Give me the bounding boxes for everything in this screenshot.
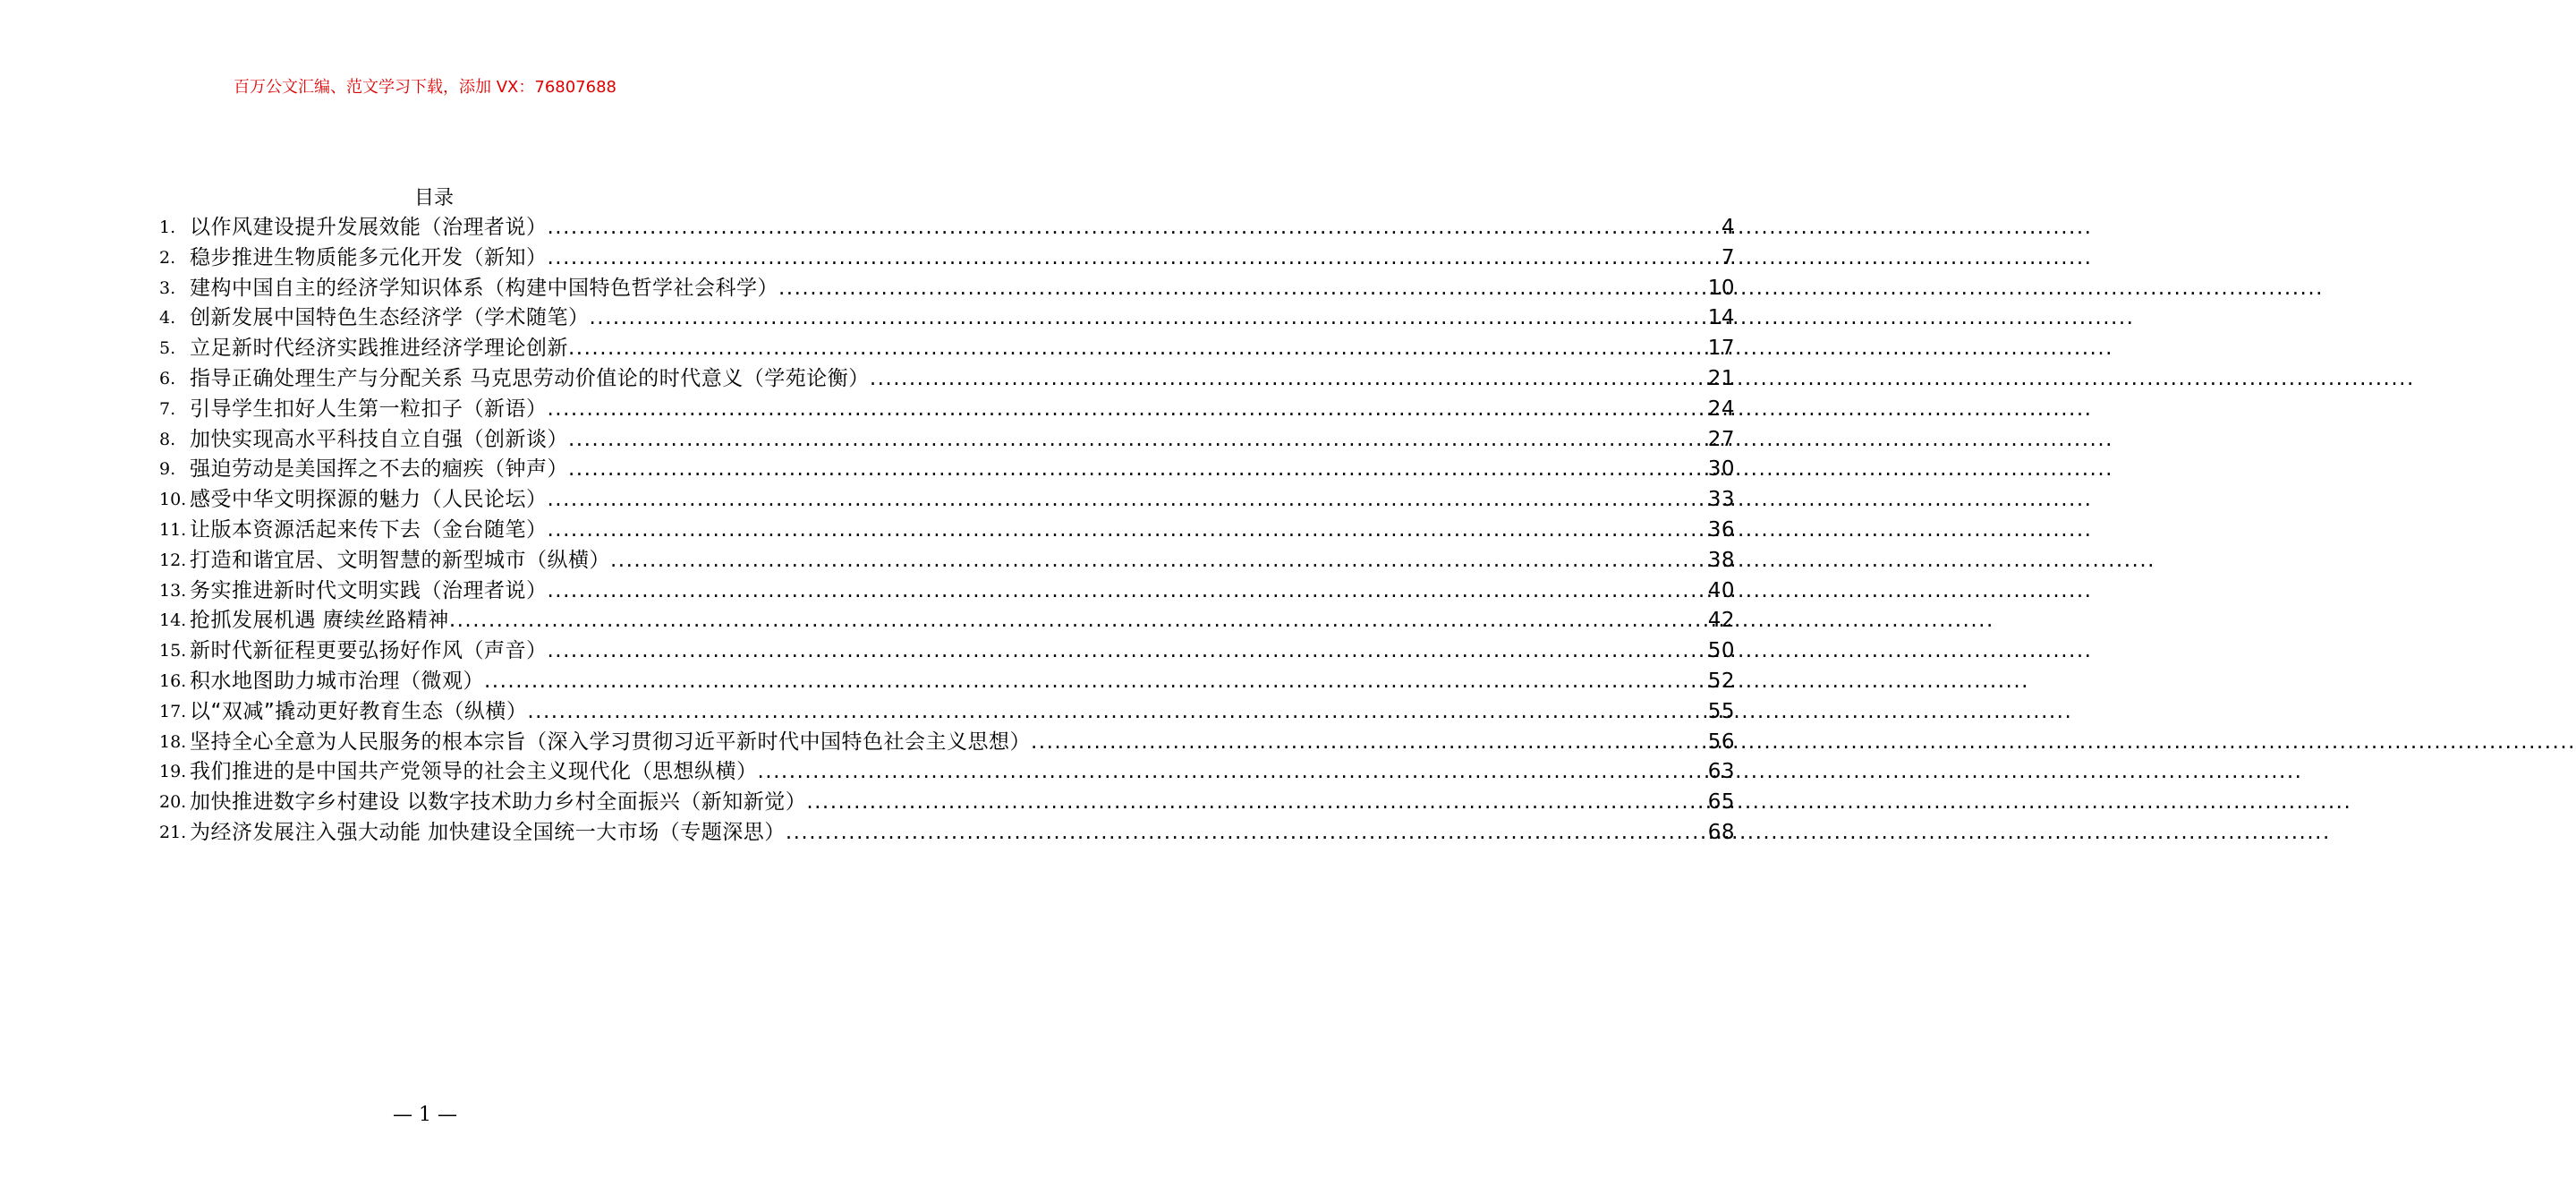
toc-entry[interactable]: [159, 788, 1735, 818]
toc-entry[interactable]: [159, 728, 1735, 758]
toc-entry-body: [190, 485, 1735, 516]
toc-dot-leader: [548, 243, 1720, 274]
toc-entry-title: 立足新时代经济实践推进经济学理论创新: [190, 337, 568, 361]
toc-entry-body: [190, 243, 1735, 274]
toc-entry[interactable]: [159, 364, 1735, 395]
toc-dot-leader: [548, 395, 1706, 425]
toc-entry-title: 稳步推进生物质能多元化开发（新知）: [190, 245, 548, 269]
toc-entry-title: 引导学生扣好人生第一粒扣子（新语）: [190, 397, 548, 421]
toc-entry-page: 42: [1707, 609, 1735, 633]
toc-entry[interactable]: [159, 546, 1735, 576]
toc-entry-body: [190, 667, 1735, 697]
toc-dot-leader: [449, 606, 1706, 636]
toc-entry-number: 12.: [159, 550, 187, 570]
toc-entry-body: [190, 303, 1735, 334]
toc-dot-leader: [1031, 728, 1706, 758]
toc-entry-page: 24: [1707, 397, 1735, 421]
page-number: — 1 —: [393, 1104, 457, 1126]
toc-entry-body: [190, 425, 1735, 456]
toc-entry[interactable]: [159, 274, 1735, 304]
toc-entry-number: 9.: [159, 459, 176, 480]
toc-entry-page: 30: [1707, 457, 1735, 482]
toc-entry-title: 为经济发展注入强大动能 加快建设全国统一大市场（专题深思）: [190, 820, 786, 844]
toc-entry-number: 13.: [159, 580, 187, 601]
toc-entry-page: 36: [1707, 517, 1735, 542]
toc-entry-title: 强迫劳动是美国挥之不去的痼疾（钟声）: [190, 457, 568, 482]
toc-entry-page: 55: [1707, 699, 1735, 723]
toc-entry-page: 21: [1707, 366, 1735, 390]
toc-entry-title: 创新发展中国特色生态经济学（学术随笔）: [190, 306, 590, 330]
toc-dot-leader: [548, 636, 1706, 667]
toc-dot-leader: [758, 757, 1706, 788]
toc-entry-number: 3.: [159, 277, 176, 298]
toc-entry-page: 52: [1707, 669, 1735, 693]
toc-entry[interactable]: [159, 757, 1735, 788]
toc-dot-leader: [484, 667, 1706, 697]
toc-entry[interactable]: [159, 425, 1735, 456]
toc-entry-page: 14: [1707, 306, 1735, 330]
toc-entry-title: 加快推进数字乡村建设 以数字技术助力乡村全面振兴（新知新觉）: [190, 790, 807, 815]
toc-entry-page: 63: [1707, 760, 1735, 784]
toc-dot-leader: [870, 364, 1706, 395]
toc-dot-leader: [806, 788, 1705, 818]
toc-dot-leader: [786, 818, 1706, 849]
toc-entry-body: [190, 606, 1735, 636]
toc-entry-page: 7: [1721, 245, 1735, 269]
toc-entry[interactable]: [159, 213, 1735, 243]
toc-entry-title: 务实推进新时代文明实践（治理者说）: [190, 578, 548, 602]
toc-entry-number: 1.: [159, 218, 176, 237]
toc-entry-body: [190, 728, 1735, 758]
toc-dot-leader: [778, 274, 1706, 304]
toc-entry-page: 65: [1707, 790, 1735, 815]
toc-entry-title: 让版本资源活起来传下去（金台随笔）: [190, 517, 548, 542]
toc-dot-leader: [610, 546, 1706, 576]
toc-entry-number: 10.: [159, 490, 187, 510]
toc-entry-page: 38: [1707, 548, 1735, 572]
toc-entry[interactable]: [159, 818, 1735, 849]
toc-entry-number: 8.: [159, 429, 176, 449]
toc-entry-title: 新时代新征程更要弘扬好作风（声音）: [190, 639, 548, 663]
toc-entry-body: [190, 788, 1735, 818]
toc-entry-number: 2.: [159, 247, 176, 268]
toc-entry-title: 建构中国自主的经济学知识体系（构建中国特色哲学社会科学）: [190, 276, 778, 300]
toc-entry-body: [190, 274, 1735, 304]
toc-entry-page: 10: [1707, 276, 1735, 300]
toc-dot-leader: [548, 213, 1720, 243]
toc-entry[interactable]: [159, 303, 1735, 334]
toc-entry[interactable]: [159, 636, 1735, 667]
toc-dot-leader: [548, 485, 1706, 516]
toc-dot-leader: [568, 425, 1706, 456]
toc-entry-number: 16.: [159, 670, 187, 691]
toc-entry-body: [190, 334, 1735, 364]
toc-entry-body: [190, 576, 1735, 607]
toc-dot-leader: [590, 303, 1706, 334]
toc-entry-title: 以“双减”撬动更好教育生态（纵横）: [190, 699, 528, 723]
toc-entry[interactable]: [159, 455, 1735, 485]
toc-entry-page: 17: [1707, 337, 1735, 361]
toc-entry[interactable]: [159, 606, 1735, 636]
toc-entry-number: 5.: [159, 338, 176, 359]
toc-dot-leader: [527, 697, 1705, 728]
download-notice: 百万公文汇编、范文学习下载，添加 VX：76807688: [234, 78, 616, 97]
toc-entry-title: 加快实现高水平科技自立自强（创新谈）: [190, 427, 568, 451]
toc-dot-leader: [548, 516, 1706, 546]
toc-entry-number: 17.: [159, 701, 187, 721]
toc-entry-page: 4: [1721, 216, 1735, 239]
toc-entry-number: 21.: [159, 822, 187, 842]
toc-entry-title: 以作风建设提升发展效能（治理者说）: [190, 216, 548, 239]
toc-dot-leader: [568, 334, 1706, 364]
toc-entry-number: 11.: [159, 519, 187, 540]
toc-entry[interactable]: [159, 667, 1735, 697]
toc-entry-page: 33: [1707, 488, 1735, 512]
toc-entry-title: 打造和谐宜居、文明智慧的新型城市（纵横）: [190, 548, 610, 572]
toc-entry-body: [190, 546, 1735, 576]
toc-entry-body: [190, 455, 1735, 485]
toc-entry-title: 指导正确处理生产与分配关系 马克思劳动价值论的时代意义（学苑论衡）: [190, 366, 870, 390]
toc-entry-number: 6.: [159, 368, 176, 388]
table-of-contents: [159, 213, 1735, 849]
toc-entry-body: [190, 757, 1735, 788]
toc-entry[interactable]: [159, 697, 1735, 728]
toc-entry-body: [190, 818, 1735, 849]
toc-entry[interactable]: [159, 485, 1735, 516]
toc-entry-title: 抢抓发展机遇 赓续丝路精神: [190, 609, 449, 633]
toc-entry[interactable]: [159, 334, 1735, 364]
toc-entry-number: 20.: [159, 792, 187, 813]
toc-entry-number: 4.: [159, 308, 176, 328]
toc-entry[interactable]: [159, 395, 1735, 425]
toc-entry-title: 感受中华文明探源的魅力（人民论坛）: [190, 488, 548, 512]
toc-entry-number: 15.: [159, 641, 187, 661]
toc-entry-number: 14.: [159, 610, 187, 631]
toc-entry-number: 19.: [159, 762, 187, 782]
toc-entry-title: 坚持全心全意为人民服务的根本宗旨（深入学习贯彻习近平新时代中国特色社会主义思想）: [190, 729, 1031, 754]
toc-entry-body: [190, 636, 1735, 667]
toc-entry-body: [190, 213, 1735, 243]
toc-entry-number: 18.: [159, 731, 187, 752]
toc-entry-page: 40: [1707, 578, 1735, 602]
toc-entry-body: [190, 697, 1735, 728]
toc-entry-page: 27: [1707, 427, 1735, 451]
toc-entry-body: [190, 516, 1735, 546]
toc-dot-leader: [548, 576, 1706, 607]
toc-entry-page: 56: [1707, 729, 1735, 754]
toc-entry-body: [190, 395, 1735, 425]
toc-entry-title: 我们推进的是中国共产党领导的社会主义现代化（思想纵横）: [190, 760, 758, 784]
toc-entry-title: 积水地图助力城市治理（微观）: [190, 669, 484, 693]
toc-entry[interactable]: [159, 516, 1735, 546]
toc-entry[interactable]: [159, 576, 1735, 607]
toc-entry-page: 50: [1707, 639, 1735, 663]
toc-entry-number: 7.: [159, 398, 176, 419]
toc-dot-leader: [568, 455, 1706, 485]
toc-entry[interactable]: [159, 243, 1735, 274]
toc-title: 目录: [413, 187, 454, 209]
toc-entry-page: 68: [1707, 820, 1735, 844]
toc-entry-body: [190, 364, 1735, 395]
